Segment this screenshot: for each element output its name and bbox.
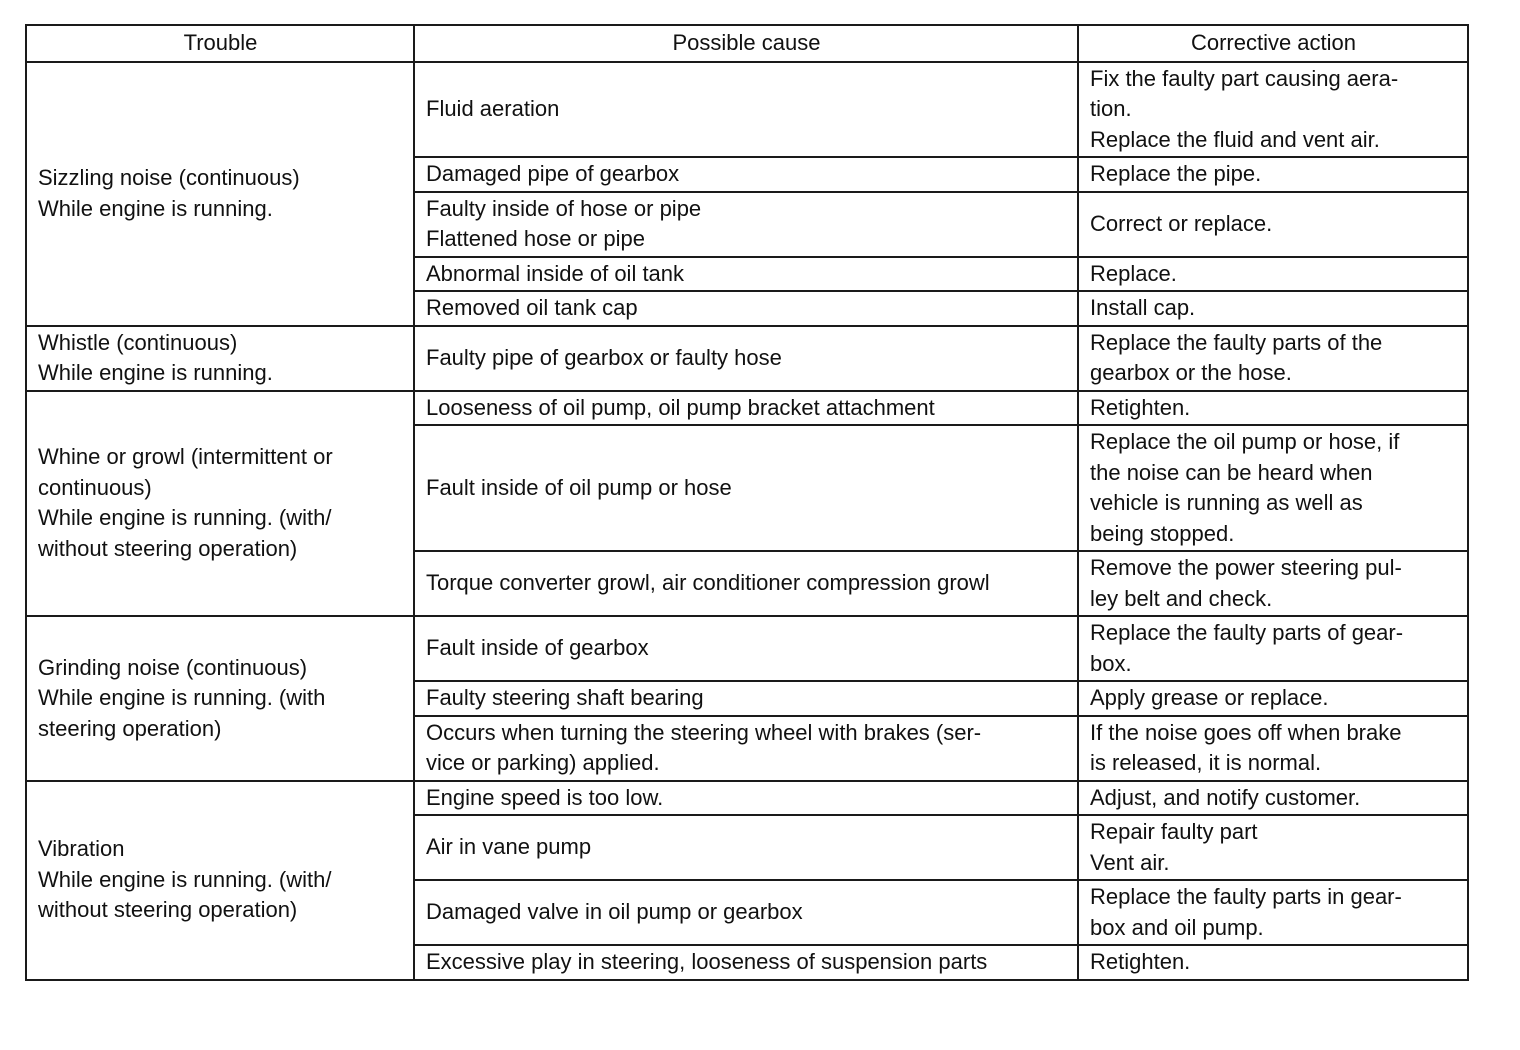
cause-cell <box>414 157 1078 192</box>
trouble-text: without steering operation) <box>38 897 298 923</box>
cause-cell <box>414 716 1078 781</box>
action-cell <box>1078 781 1468 816</box>
trouble-text: Whine or growl (intermittent or <box>38 444 333 470</box>
trouble-text: continuous) <box>38 474 152 500</box>
trouble-cell <box>26 62 414 326</box>
cause-cell <box>414 815 1078 880</box>
trouble-text: While engine is running. (with/ <box>38 505 332 531</box>
cause-text: Fluid aeration <box>426 96 560 121</box>
cause-text: Fault inside of oil pump or hose <box>426 474 732 500</box>
action-text: Replace the faulty parts in gear- <box>1090 884 1402 909</box>
action-cell <box>1078 945 1468 980</box>
cause-cell <box>414 192 1078 257</box>
action-text: Vent air. <box>1090 849 1170 875</box>
cause-text: Faulty inside of hose or pipe <box>426 195 702 221</box>
trouble-text: without steering operation) <box>38 535 298 561</box>
cause-text: Abnormal inside of oil tank <box>426 260 685 286</box>
cause-text: vice or parking) applied. <box>426 750 660 775</box>
trouble-text: While engine is running. (with/ <box>38 866 332 892</box>
trouble-text: Whistle (continuous) <box>38 329 238 355</box>
action-cell <box>1078 716 1468 781</box>
table-row <box>26 326 1468 391</box>
cause-text: Faulty pipe of gearbox or faulty hose <box>426 344 782 370</box>
trouble-cell <box>26 326 414 391</box>
action-cell <box>1078 616 1468 681</box>
action-text: Correct or replace. <box>1090 210 1273 236</box>
cause-text: Air in vane pump <box>426 834 592 860</box>
table-body <box>26 62 1468 980</box>
action-text: box and oil pump. <box>1090 914 1264 940</box>
action-text: Repair faulty part <box>1090 819 1258 844</box>
trouble-cell <box>26 616 414 781</box>
trouble-cell <box>26 781 414 980</box>
cause-text: Flattened hose or pipe <box>426 226 645 251</box>
cause-cell <box>414 326 1078 391</box>
table-row <box>26 391 1468 426</box>
trouble-cell <box>26 391 414 617</box>
cause-text: Faulty steering shaft bearing <box>426 685 704 710</box>
action-text: Remove the power steering pul- <box>1090 555 1402 580</box>
action-text: Replace the fluid and vent air. <box>1090 126 1380 152</box>
cause-cell <box>414 391 1078 426</box>
action-cell <box>1078 291 1468 326</box>
trouble-text: While engine is running. (with <box>38 685 326 710</box>
action-cell <box>1078 326 1468 391</box>
cause-cell <box>414 291 1078 326</box>
table-row <box>26 781 1468 816</box>
cause-cell <box>414 681 1078 716</box>
cause-text: Damaged pipe of gearbox <box>426 161 680 186</box>
troubleshooting-table <box>25 24 1469 981</box>
cause-text: Torque converter growl, air conditioner compression growl <box>426 570 990 596</box>
cause-cell <box>414 945 1078 980</box>
action-text: Retighten. <box>1090 949 1191 974</box>
cause-cell <box>414 62 1078 158</box>
action-text: the noise can be heard when <box>1090 459 1373 485</box>
cause-text: Looseness of oil pump, oil pump bracket attachment <box>426 394 935 420</box>
trouble-text: steering operation) <box>38 715 222 741</box>
cause-cell <box>414 551 1078 616</box>
action-text: tion. <box>1090 96 1132 121</box>
action-text: Replace. <box>1090 260 1177 286</box>
cause-text: Engine speed is too low. <box>426 784 664 810</box>
action-cell <box>1078 192 1468 257</box>
action-text: ley belt and check. <box>1090 585 1273 611</box>
action-text: Retighten. <box>1090 394 1191 420</box>
trouble-text: While engine is running. <box>38 360 273 385</box>
action-cell <box>1078 551 1468 616</box>
cause-cell <box>414 257 1078 292</box>
cause-text: Damaged valve in oil pump or gearbox <box>426 899 803 925</box>
action-text: Replace the faulty parts of gear- <box>1090 620 1404 645</box>
action-text: Fix the faulty part causing aera- <box>1090 65 1399 91</box>
cause-cell <box>414 425 1078 551</box>
action-text: If the noise goes off when brake <box>1090 719 1402 745</box>
action-text: vehicle is running as well as <box>1090 490 1363 515</box>
action-cell <box>1078 880 1468 945</box>
header-corrective-action: Corrective action <box>1078 25 1468 62</box>
action-cell <box>1078 681 1468 716</box>
table-row <box>26 62 1468 158</box>
cause-cell <box>414 616 1078 681</box>
action-text: Replace the pipe. <box>1090 161 1262 186</box>
action-text: being stopped. <box>1090 520 1235 546</box>
trouble-text: Grinding noise (continuous) <box>38 654 308 680</box>
action-cell <box>1078 62 1468 158</box>
cause-text: Excessive play in steering, looseness of suspension parts <box>426 949 988 974</box>
cause-text: Fault inside of gearbox <box>426 635 649 661</box>
cause-text: Removed oil tank cap <box>426 295 638 320</box>
action-text: is released, it is normal. <box>1090 750 1322 775</box>
action-text: Install cap. <box>1090 295 1196 320</box>
action-text: gearbox or the hose. <box>1090 360 1292 385</box>
cause-cell <box>414 781 1078 816</box>
table-row <box>26 616 1468 681</box>
header-trouble: Trouble <box>26 25 414 62</box>
action-cell <box>1078 815 1468 880</box>
action-cell <box>1078 257 1468 292</box>
action-text: box. <box>1090 650 1132 676</box>
trouble-text: Sizzling noise (continuous) <box>38 165 300 190</box>
cause-text: Occurs when turning the steering wheel with brakes (ser- <box>426 719 982 745</box>
action-text: Apply grease or replace. <box>1090 685 1329 710</box>
header-row <box>26 25 1468 62</box>
trouble-text: While engine is running. <box>38 195 273 221</box>
action-text: Replace the oil pump or hose, if <box>1090 429 1400 454</box>
action-text: Replace the faulty parts of the <box>1090 329 1383 355</box>
action-text: Adjust, and notify customer. <box>1090 784 1361 810</box>
action-cell <box>1078 157 1468 192</box>
trouble-text: Vibration <box>38 836 125 862</box>
cause-cell <box>414 880 1078 945</box>
action-cell <box>1078 391 1468 426</box>
header-possible-cause: Possible cause <box>414 25 1078 62</box>
action-cell <box>1078 425 1468 551</box>
